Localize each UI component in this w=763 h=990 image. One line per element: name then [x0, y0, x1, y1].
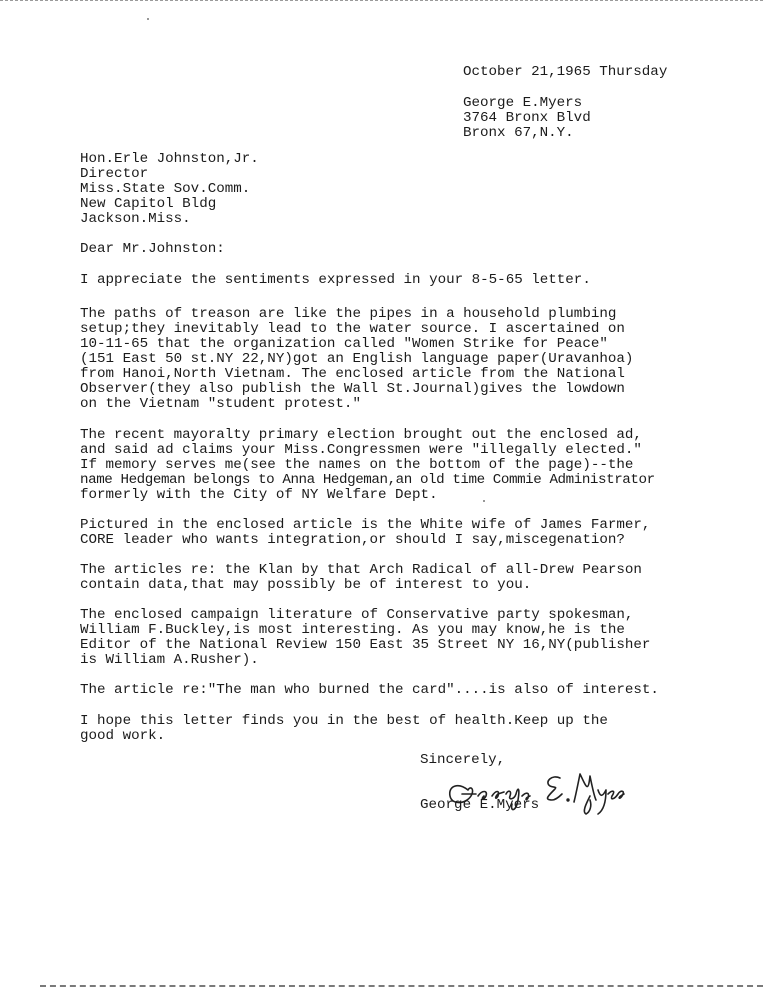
- paragraph-line: The recent mayoralty primary election brought out the enclosed ad,: [80, 427, 642, 443]
- paragraph-line: formerly with the City of NY Welfare Dept.: [80, 487, 438, 503]
- salutation: Dear Mr.Johnston:: [80, 241, 225, 257]
- paragraph-line: name Hedgeman belongs to Anna Hedgeman,an old time Commie Administrator: [80, 472, 655, 488]
- recipient-line: Director: [80, 166, 149, 182]
- paragraph-line: and said ad claims your Miss.Congressmen were "illegally elected.": [80, 442, 642, 458]
- recipient-line: New Capitol Bldg: [80, 196, 217, 212]
- paragraph-line: William F.Buckley,is most interesting. As you may know,he is the: [80, 622, 625, 638]
- paragraph-line: The paths of treason are like the pipes in a household plumbing: [80, 306, 617, 322]
- paragraph-line: CORE leader who wants integration,or should I say,miscegenation?: [80, 532, 625, 548]
- recipient-line: Hon.Erle Johnston,Jr.: [80, 151, 259, 167]
- paragraph-line: (151 East 50 st.NY 22,NY)got an English language paper(Uravanhoa): [80, 351, 634, 367]
- paragraph-line: Observer(they also publish the Wall St.Journal)gives the lowdown: [80, 381, 625, 397]
- paragraph-line: on the Vietnam "student protest.": [80, 396, 361, 412]
- page-top-edge: [0, 0, 763, 3]
- closing: Sincerely,: [420, 752, 506, 768]
- sender-name: George E.Myers: [463, 95, 583, 111]
- paragraph-line: setup;they inevitably lead to the water source. I ascertained on: [80, 321, 625, 337]
- paragraph-line: If memory serves me(see the names on the bottom of the page)--the: [80, 457, 634, 473]
- paragraph-line: contain data,that may possibly be of interest to you.: [80, 577, 532, 593]
- paragraph-line: from Hanoi,North Vietnam. The enclosed article from the National: [80, 366, 625, 382]
- paragraph-line: The article re:"The man who burned the card"....is also of interest.: [80, 682, 659, 698]
- recipient-line: Jackson.Miss.: [80, 211, 191, 227]
- scan-speck: [483, 500, 485, 502]
- paragraph-line: The articles re: the Klan by that Arch Radical of all-Drew Pearson: [80, 562, 642, 578]
- recipient-line: Miss.State Sov.Comm.: [80, 181, 251, 197]
- signature-name: George E.Myers: [420, 797, 540, 813]
- paragraph-line: is William A.Rusher).: [80, 652, 259, 668]
- paragraph-line: 10-11-65 that the organization called "Women Strike for Peace": [80, 336, 608, 352]
- date-line: October 21,1965 Thursday: [463, 64, 668, 80]
- paragraph-line: Editor of the National Review 150 East 35 Street NY 16,NY(publisher: [80, 637, 651, 653]
- paragraph-line: I hope this letter finds you in the best of health.Keep up the: [80, 713, 608, 729]
- paragraph-line: The enclosed campaign literature of Conservative party spokesman,: [80, 607, 634, 623]
- page-bottom-edge: [40, 985, 763, 990]
- scan-speck: [147, 18, 149, 20]
- paragraph-line: good work.: [80, 728, 166, 744]
- sender-city: Bronx 67,N.Y.: [463, 125, 574, 141]
- sender-street: 3764 Bronx Blvd: [463, 110, 591, 126]
- paragraph-line: Pictured in the enclosed article is the White wife of James Farmer,: [80, 517, 651, 533]
- paragraph-line: I appreciate the sentiments expressed in your 8-5-65 letter.: [80, 272, 591, 288]
